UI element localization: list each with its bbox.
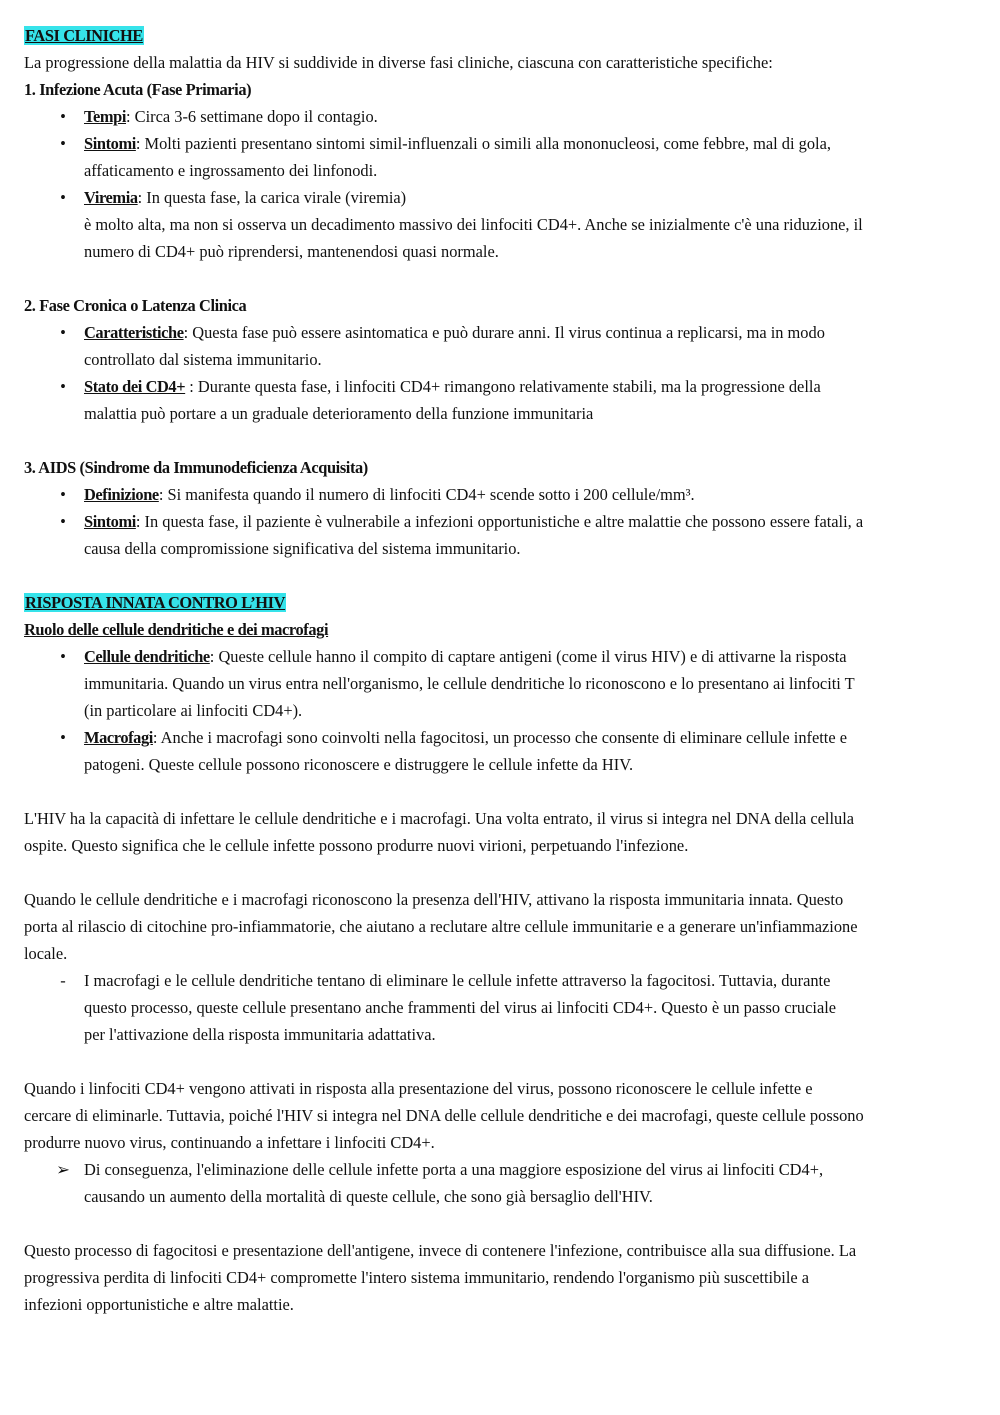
paragraph-line: infezioni opportunistiche e altre malattie. (24, 1295, 294, 1314)
list-item-continuation: per l'attivazione della risposta immunitaria adattativa. (84, 1025, 436, 1044)
section-title-risposta-innata (24, 589, 940, 616)
paragraph-line: locale. (24, 944, 68, 963)
term-text: : Queste cellule hanno il compito di captare antigeni (come il virus HIV) e di attivarne la risposta (209, 647, 847, 666)
bullet-icon: • (60, 188, 66, 207)
bullet-icon: • (60, 728, 66, 747)
list-item-continuation: patogeni. Queste cellule possono riconoscere e distruggere le cellule infette da HIV. (84, 755, 634, 774)
paragraph-line: L'HIV ha la capacità di infettare le cellule dendritiche e i macrofagi. Una volta entrato, il virus si integra nel DNA della cellula (24, 809, 855, 828)
arrow-bullet-icon: ➢ (56, 1160, 70, 1179)
phase2-heading: 2. Fase Cronica o Latenza Clinica (24, 296, 247, 315)
intro-paragraph: La progressione della malattia da HIV si suddivide in diverse fasi cliniche, ciascuna con caratteristiche specifiche: (24, 53, 773, 72)
highlighted-heading: RISPOSTA INNATA CONTRO L’HIV (25, 593, 286, 612)
term-label: Definizione (84, 485, 159, 504)
list-item-definizione (84, 481, 940, 508)
paragraph-line: ospite. Questo significa che le cellule infette possono produrre nuovi virioni, perpetuando l'infezione. (24, 836, 689, 855)
list-item-caratteristiche (84, 319, 940, 346)
term-label: Viremia (84, 188, 138, 207)
bullet-icon: • (60, 107, 66, 126)
paragraph-line: porta al rilascio di citochine pro-infiammatorie, che aiutano a reclutare altre cellule immunitarie e a generare un'infiammazione (24, 917, 858, 936)
term-text: : Durante questa fase, i linfociti CD4+ rimangono relativamente stabili, ma la progressione della (185, 377, 821, 396)
list-item-tempi (84, 103, 940, 130)
phase1-heading: 1. Infezione Acuta (Fase Primaria) (24, 80, 252, 99)
list-item-continuation: (in particolare ai linfociti CD4+). (84, 701, 303, 720)
bullet-icon: • (60, 647, 66, 666)
term-label: Sintomi (84, 512, 136, 531)
list-item-continuation: immunitaria. Quando un virus entra nell'organismo, le cellule dendritiche lo riconoscono e lo presentano ai linfociti T (84, 674, 855, 693)
list-item-continuation: causa della compromissione significativa del sistema immunitario. (84, 539, 521, 558)
term-text: : Molti pazienti presentano sintomi simil-influenzali o simili alla mononucleosi, come febbre, mal di gola, (135, 134, 831, 153)
term-label: Stato dei CD4+ (84, 377, 186, 396)
term-text: : Si manifesta quando il numero di linfociti CD4+ scende sotto i 200 cellule/mm³. (158, 485, 695, 504)
term-label: Macrofagi (84, 728, 153, 747)
list-item-continuation: numero di CD4+ può riprendersi, mantenendosi quasi normale. (84, 242, 499, 261)
paragraph-line: Quando i linfociti CD4+ vengono attivati in risposta alla presentazione del virus, possono riconoscere le cellule infette e (24, 1079, 813, 1098)
term-text: : Circa 3-6 settimane dopo il contagio. (126, 107, 378, 126)
list-item-continuation: controllato dal sistema immunitario. (84, 350, 322, 369)
dash-list-item: I macrofagi e le cellule dendritiche tentano di eliminare le cellule infette attraverso la fagocitosi. Tuttavia, durante (84, 971, 831, 990)
list-item-sintomi-aids (84, 508, 940, 535)
term-text: : In questa fase, la carica virale (viremia) (137, 188, 407, 207)
highlighted-heading: FASI CLINICHE (25, 26, 143, 45)
paragraph-line: Quando le cellule dendritiche e i macrofagi riconoscono la presenza dell'HIV, attivano la risposta immunitaria innata. Questo (24, 890, 844, 909)
bullet-icon: • (60, 512, 66, 531)
list-item-viremia (84, 184, 940, 211)
paragraph-line: Questo processo di fagocitosi e presentazione dell'antigene, invece di contenere l'infezione, contribuisce alla sua diffusione. La (24, 1241, 857, 1260)
term-label: Cellule dendritiche (84, 647, 210, 666)
bullet-icon: • (60, 485, 66, 504)
term-text: : In questa fase, il paziente è vulnerabile a infezioni opportunistiche e altre malattie che possono essere fatali, a (135, 512, 864, 531)
list-item-continuation: è molto alta, ma non si osserva un decadimento massivo dei linfociti CD4+. Anche se inizialmente c'è una riduzione, il (84, 215, 863, 234)
list-item-sintomi (84, 130, 940, 157)
list-item-continuation: affaticamento e ingrossamento dei linfonodi. (84, 161, 378, 180)
dash-bullet-icon: - (60, 971, 66, 990)
term-label: Tempi (84, 107, 127, 126)
term-label: Sintomi (84, 134, 136, 153)
list-item-macrofagi (84, 724, 940, 751)
list-item-continuation: causando un aumento della mortalità di queste cellule, che sono già bersaglio dell'HIV. (84, 1187, 653, 1206)
term-text: : Anche i macrofagi sono coinvolti nella fagocitosi, un processo che consente di eliminare cellule infette e (152, 728, 848, 747)
list-item-cellule-dendritiche (84, 643, 940, 670)
list-item-continuation: malattia può portare a un graduale deterioramento della funzione immunitaria (84, 404, 594, 423)
paragraph-line: produrre nuovo virus, continuando a infettare i linfociti CD4+. (24, 1133, 435, 1152)
term-label: Caratteristiche (84, 323, 184, 342)
paragraph-line: cercare di eliminarle. Tuttavia, poiché l'HIV si integra nel DNA delle cellule dendritiche e dei macrofagi, queste cellule possono (24, 1106, 864, 1125)
phase3-heading: 3. AIDS (Sindrome da Immunodeficienza Acquisita) (24, 458, 368, 477)
bullet-icon: • (60, 134, 66, 153)
term-text: : Questa fase può essere asintomatica e può durare anni. Il virus continua a replicarsi, ma in modo (183, 323, 825, 342)
section-title-fasi-cliniche (24, 22, 940, 49)
bullet-icon: • (60, 323, 66, 342)
paragraph-line: progressiva perdita di linfociti CD4+ compromette l'intero sistema immunitario, rendendo l'organismo più suscettibile a (24, 1268, 810, 1287)
subsection-heading: Ruolo delle cellule dendritiche e dei macrofagi (24, 620, 329, 639)
bullet-icon: • (60, 377, 66, 396)
list-item-stato-cd4 (84, 373, 940, 400)
arrow-list-item: Di conseguenza, l'eliminazione delle cellule infette porta a una maggiore esposizione del virus ai linfociti CD4+, (84, 1160, 824, 1179)
list-item-continuation: questo processo, queste cellule presentano anche frammenti del virus ai linfociti CD4+. Questo è un passo cruciale (84, 998, 837, 1017)
